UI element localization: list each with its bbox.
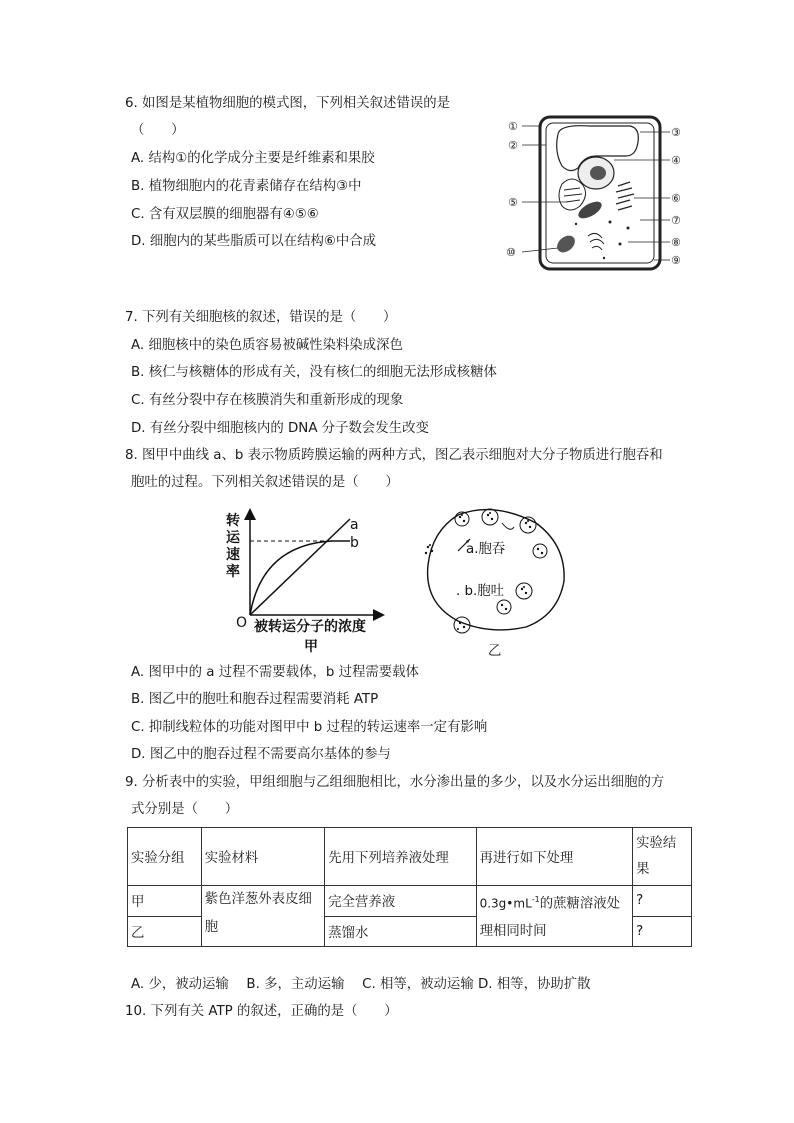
curve-a-label: a xyxy=(350,517,359,533)
label-9: ⑨ xyxy=(671,254,681,267)
q10-stem: 10. 下列有关 ATP 的叙述，正确的是（ ） xyxy=(125,1004,398,1019)
nucleolus xyxy=(590,166,606,180)
x-axis-label: 被转运分子的浓度 xyxy=(254,619,366,635)
q6-stem: 6. 如图是某植物细胞的模式图，下列相关叙述错误的是 xyxy=(125,96,451,111)
endoplasmic-reticulum xyxy=(616,182,634,210)
endocytosis-label: a.胞吞 xyxy=(466,542,506,557)
y-label-4: 率 xyxy=(226,564,240,580)
q6-option-b: B. 植物细胞内的花青素储存在结构③中 xyxy=(131,179,362,194)
label-3: ③ xyxy=(671,126,681,139)
q9-stem-line1: 9. 分析表中的实验，甲组细胞与乙组细胞相比，水分渗出量的多少，以及水分运出细胞的方 xyxy=(125,775,665,790)
q7-option-b: B. 核仁与核糖体的形成有关，没有核仁的细胞无法形成核糖体 xyxy=(131,365,497,380)
y-label-1: 转 xyxy=(226,513,240,529)
curve-b xyxy=(250,541,350,615)
curve-a xyxy=(250,519,350,615)
q7-option-d: D. 有丝分裂中细胞核内的 DNA 分子数会发生改变 xyxy=(131,421,429,436)
curve-b-label: b xyxy=(350,535,359,551)
q8-option-a: A. 图甲中的 a 过程不需要载体，b 过程需要载体 xyxy=(131,665,419,680)
q9-options: A. 少，被动运输 B. 多，主动运输 C. 相等，被动运输 D. 相等，协助扩散 xyxy=(131,977,591,992)
q8-stem-line2: 胞吐的过程。下列相关叙述错误的是（ ） xyxy=(131,475,399,490)
transport-rate-graph xyxy=(222,505,397,660)
q8-option-c: C. 抑制线粒体的功能对图甲中 b 过程的转运速率一定有影响 xyxy=(131,720,488,735)
table-header-row xyxy=(128,828,692,886)
q6-answer-paren: （ ） xyxy=(131,123,185,138)
header-group: 实验分组 xyxy=(128,828,202,886)
label-1: ① xyxy=(508,120,518,133)
q7-option-a: A. 细胞核中的染色质容易被碱性染料染成深色 xyxy=(131,338,403,353)
chloroplast-2 xyxy=(554,232,578,256)
label-2: ② xyxy=(508,139,518,152)
q8-option-d: D. 图乙中的胞吞过程不需要高尔基体的参与 xyxy=(131,747,391,762)
graph-caption: 甲 xyxy=(304,639,318,655)
label-10: ⑩ xyxy=(506,246,516,259)
q7-option-c: C. 有丝分裂中存在核膜消失和重新形成的现象 xyxy=(131,393,404,408)
golgi xyxy=(588,233,604,250)
cell-treatment: $0.3g•mL^{-1}$的蔗糖溶液处 理相同时间 xyxy=(476,886,633,947)
q9-stem-line2: 式分别是（ ） xyxy=(131,802,239,817)
header-second-treatment: 再进行如下处理 xyxy=(476,828,633,886)
q7-stem: 7. 下列有关细胞核的叙述，错误的是（ ） xyxy=(125,310,397,325)
label-6: ⑥ xyxy=(671,192,681,205)
header-first-treatment: 先用下列培养液处理 xyxy=(325,828,476,886)
medium-jia: 完全营养液 xyxy=(325,886,476,917)
y-label-2: 运 xyxy=(226,530,240,546)
result-jia: ? xyxy=(633,886,692,917)
medium-yi: 蒸馏水 xyxy=(325,916,476,947)
origin-label: O xyxy=(236,615,248,631)
plant-cell-diagram xyxy=(500,112,690,277)
cell-material: 紫色洋葱外表皮细 胞 xyxy=(201,886,325,947)
mitochondrion xyxy=(576,198,605,221)
header-material: 实验材料 xyxy=(201,828,325,886)
cell-caption: 乙 xyxy=(488,644,502,659)
y-label-3: 速 xyxy=(226,547,240,563)
exocytosis-label: . b.胞吐 xyxy=(456,584,505,599)
label-8: ⑧ xyxy=(671,236,681,249)
cell-membrane xyxy=(428,510,565,630)
label-7: ⑦ xyxy=(671,214,681,227)
q6-option-d: D. 细胞内的某些脂质可以在结构⑥中合成 xyxy=(131,234,377,249)
label-4: ④ xyxy=(671,154,681,167)
q6-option-a: A. 结构①的化学成分主要是纤维素和果胶 xyxy=(131,151,375,166)
result-yi: ? xyxy=(633,916,692,947)
chloroplast xyxy=(559,179,586,210)
label-5: ⑤ xyxy=(508,196,518,209)
endocytosis-exocytosis-diagram xyxy=(418,503,568,661)
q6-option-c: C. 含有双层膜的细胞器有④⑤⑥ xyxy=(131,207,319,222)
group-jia: 甲 xyxy=(128,886,202,917)
q8-stem-line1: 8. 图甲中曲线 a、b 表示物质跨膜运输的两种方式，图乙表示细胞对大分子物质进行胞吞和 xyxy=(125,448,663,463)
experiment-table xyxy=(127,827,692,947)
q8-option-b: B. 图乙中的胞吐和胞吞过程需要消耗 ATP xyxy=(131,692,379,707)
header-result: 实验结 果 xyxy=(633,828,692,886)
table-row-jia xyxy=(128,886,692,917)
group-yi: 乙 xyxy=(128,916,202,947)
